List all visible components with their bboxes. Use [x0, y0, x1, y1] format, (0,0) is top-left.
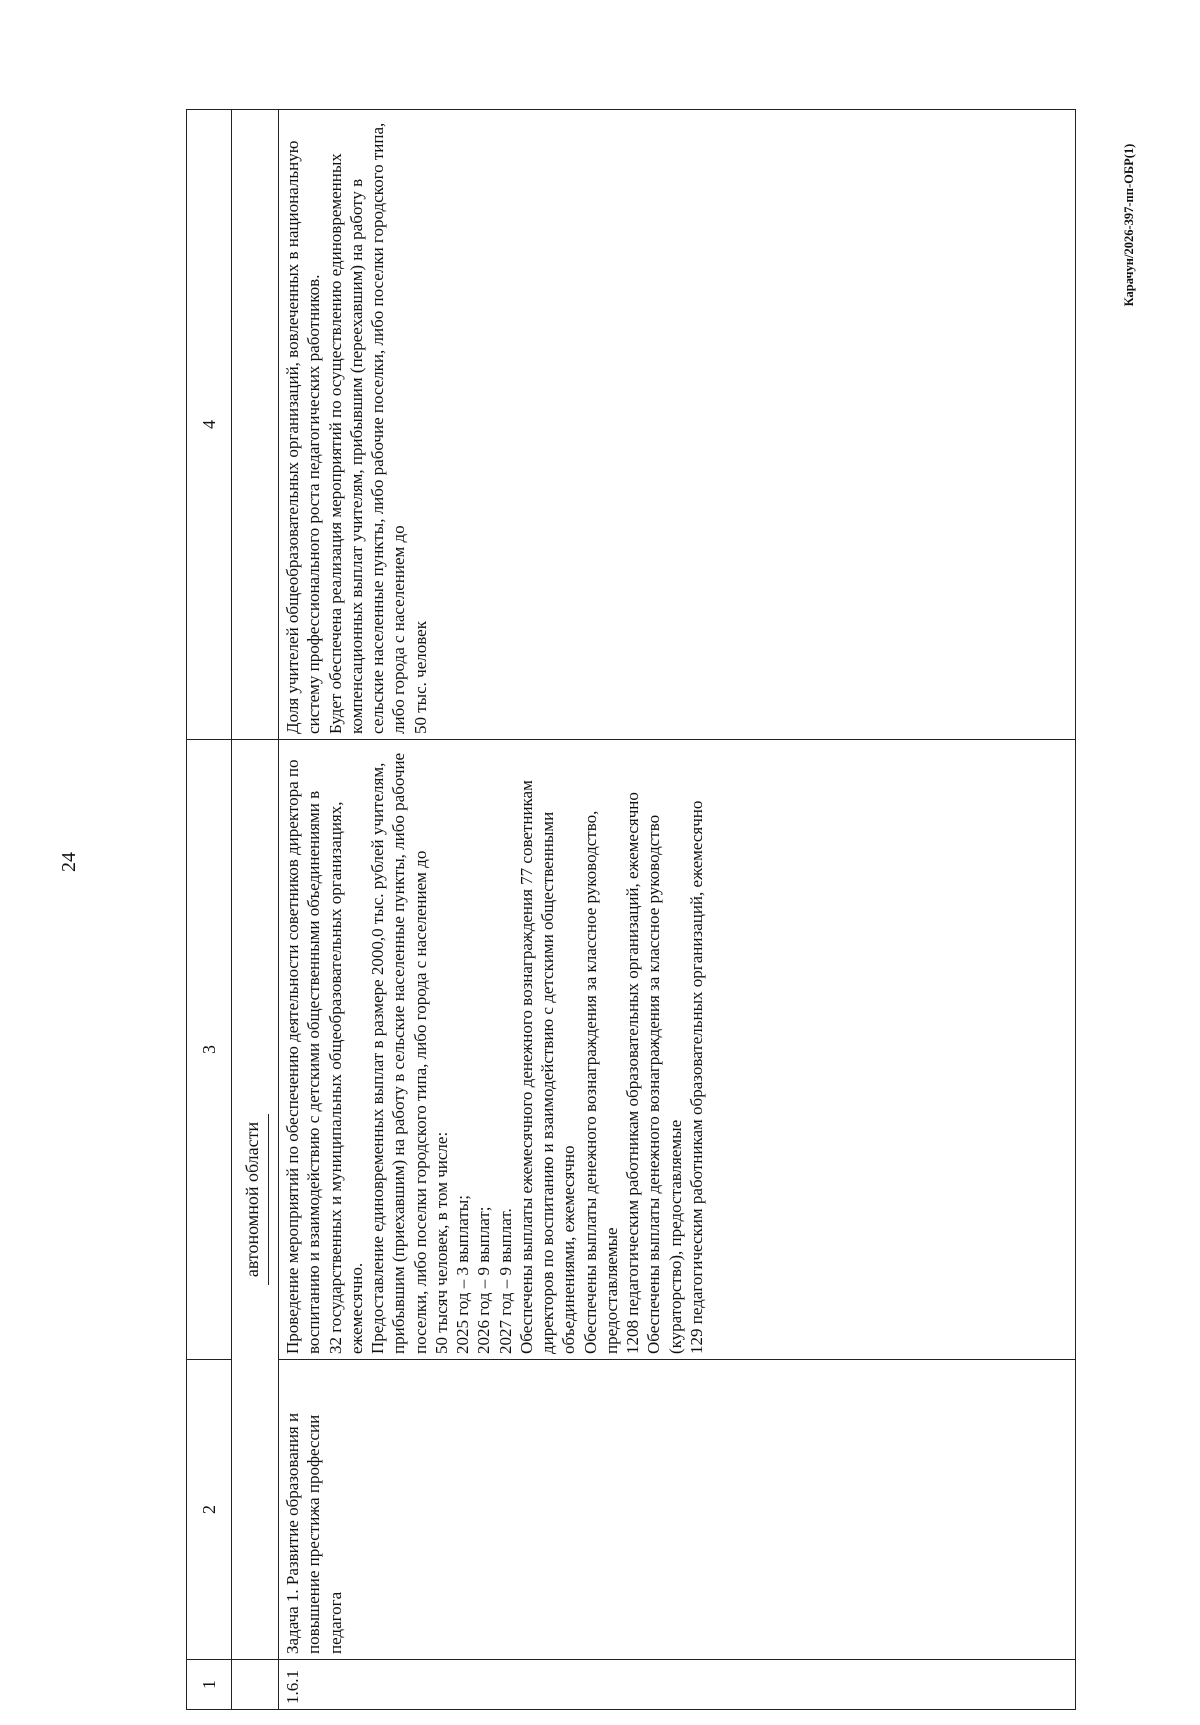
page-number: 24	[58, 852, 80, 872]
region-empty-cell-right	[232, 110, 279, 740]
row-number: 1.6.1	[279, 1660, 1076, 1710]
column-number-3: 3	[187, 740, 232, 1360]
region-label: автономной области	[241, 1114, 269, 1285]
results-cell: Доля учителей общеобразовательных организаций, вовлеченных в национальную систему профессионального роста педагогических работников. Будет обеспечена реализация мероприятий по осуществлению единовременных компенсационных выплат учителям, прибывшим (переехавшим) на работу в сельские населенные пункты, либо рабочие поселки, либо поселки городского типа, либо города с населением до 50 тыс. человек	[279, 110, 1076, 740]
measures-cell: Проведение мероприятий по обеспечению деятельности советников директора по воспитанию и взаимодействию с детскими общественными объединениями в 32 государственных и муниципальных общеобразовательных организациях, ежемесячно. Предоставление единовременных выплат в размере 2000,0 тыс. рублей учителям, прибывшим (приехавшим) на работу в сельские населенные пункты, либо рабочие поселки, либо поселки городского типа, либо города с населением до 50 тысяч человек, в том числе: 2025 год – 3 выплаты; 2026 год – 9 выплат; 2027 год – 9 выплат. Обеспечены выплаты ежемесячного денежного вознаграждения 77 советникам директоров по воспитанию и взаимодействию с детскими общественными объединениями, ежемесячно Обеспечены выплаты денежного вознаграждения за классное руководство, предоставляемые 1208 педагогическим работникам образовательных организаций, ежемесячно Обеспечены выплаты денежного вознаграждения за классное руководство (кураторство), предоставляемые 129 педагогическим работникам образовательных организаций, ежемесячно	[279, 740, 1076, 1360]
column-number-4: 4	[187, 110, 232, 740]
plan-table	[186, 109, 1076, 1710]
rotated-table-wrapper	[186, 110, 1106, 1710]
column-number-1: 1	[187, 1660, 232, 1710]
document-code: Карачун/2026-397-пп-ОБР(1)	[1122, 143, 1136, 307]
column-number-2: 2	[187, 1360, 232, 1660]
column-number-row	[187, 110, 232, 1710]
task-cell: Задача 1. Развитие образования и повышение престижа профессии педагога	[279, 1360, 1076, 1660]
region-row	[232, 110, 279, 1710]
region-empty-cell	[232, 1660, 279, 1710]
region-cell	[232, 740, 279, 1660]
table-row	[279, 110, 1076, 1710]
